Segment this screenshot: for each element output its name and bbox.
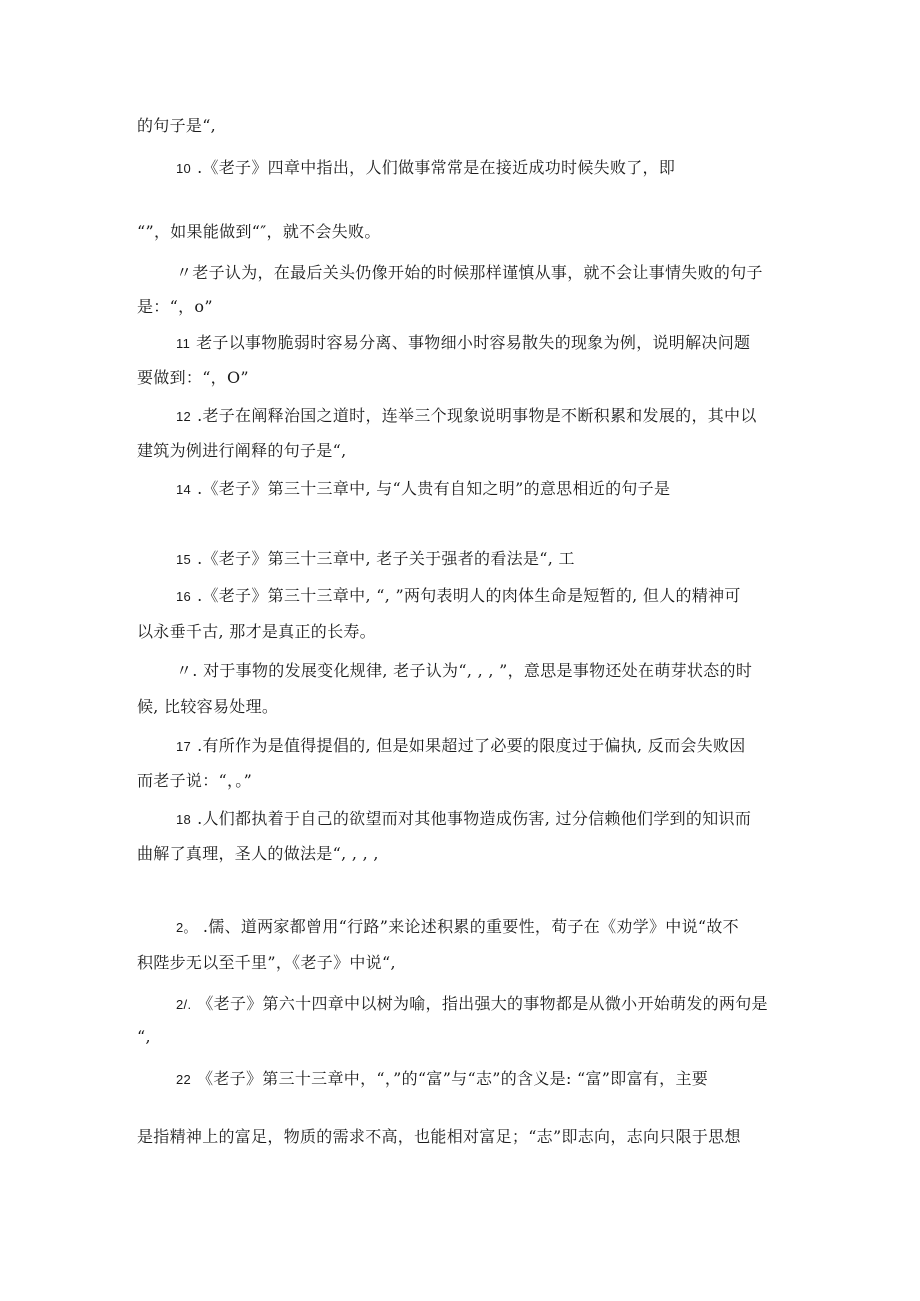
- text-line: 以永垂千古, 那才是真正的长寿。: [137, 622, 376, 641]
- item-number: 11: [176, 336, 191, 351]
- text-line: 〃老子认为，在最后关头仍像开始的时候那样谨慎从事，就不会让事情失败的句子: [176, 263, 763, 282]
- text-line: 建筑为例进行阐释的句子是“,: [137, 441, 347, 460]
- text-line: “,: [137, 1027, 151, 1046]
- text-line: 候, 比较容易处理。: [137, 697, 279, 716]
- text-line: 11 老子以事物脆弱时容易分离、事物细小时容易散失的现象为例，说明解决问题: [176, 333, 751, 352]
- text-line: 是指精神上的富足，物质的需求不高，也能相对富足；“志”即志向，志向只限于思想: [137, 1127, 741, 1146]
- item-number: 2。: [176, 920, 197, 935]
- item-number: 10: [176, 161, 192, 176]
- text-line: 17 .有所作为是值得提倡的, 但是如果超过了必要的限度过于偏执, 反而会失败因: [176, 736, 746, 755]
- text-line: 积陛步无以至千里”，《老子》中说“,: [137, 953, 396, 972]
- text-line: 要做到：“，O”: [137, 368, 249, 387]
- item-number: 16: [176, 589, 192, 604]
- text-line: 而老子说：“，。”: [137, 771, 253, 790]
- item-number: 18: [176, 812, 192, 827]
- text-line: 22 《老子》第三十三章中，“，”的“富”与“志”的含义是: “富”即富有，主要: [176, 1069, 709, 1088]
- item-number: 2/.: [176, 997, 192, 1012]
- item-number: 15: [176, 552, 192, 567]
- item-number: 14: [176, 482, 192, 497]
- item-number: 22: [176, 1072, 192, 1087]
- text-line: 18 .人们都执着于自己的欲望而对其他事物造成伤害, 过分信赖他们学到的知识而: [176, 809, 752, 828]
- text-line: 的句子是“,: [137, 116, 217, 135]
- item-number: 12: [176, 409, 192, 424]
- text-line: 是：“，o”: [137, 297, 213, 316]
- item-number: 17: [176, 739, 192, 754]
- text-line: “”，如果能做到“″，就不会失败。: [137, 222, 381, 241]
- text-line: 15 .《老子》第三十三章中, 老子关于强者的看法是“, 工: [176, 549, 575, 568]
- text-line: 12 .老子在阐释治国之道时，连举三个现象说明事物是不断积累和发展的，其中以: [176, 406, 757, 425]
- text-line: 10 .《老子》四章中指出，人们做事常常是在接近成功时候失败了，即: [176, 158, 676, 177]
- text-line: 2/. 《老子》第六十四章中以树为喻，指出强大的事物都是从微小开始萌发的两句是: [176, 994, 768, 1013]
- text-line: 16 .《老子》第三十三章中, “, ”两句表明人的肉体生命是短暂的, 但人的精神可: [176, 586, 741, 605]
- text-line: 曲解了真理，圣人的做法是“, , , ,: [137, 844, 379, 863]
- text-line: 〃. 对于事物的发展变化规律, 老子认为“, , , ”，意思是事物还处在萌芽状态的时: [176, 661, 753, 680]
- text-line: 14 .《老子》第三十三章中, 与“人贵有自知之明”的意思相近的句子是: [176, 479, 671, 498]
- text-line: 2。 .儒、道两家都曾用“行路”来论述积累的重要性，荀子在《劝学》中说“故不: [176, 917, 739, 936]
